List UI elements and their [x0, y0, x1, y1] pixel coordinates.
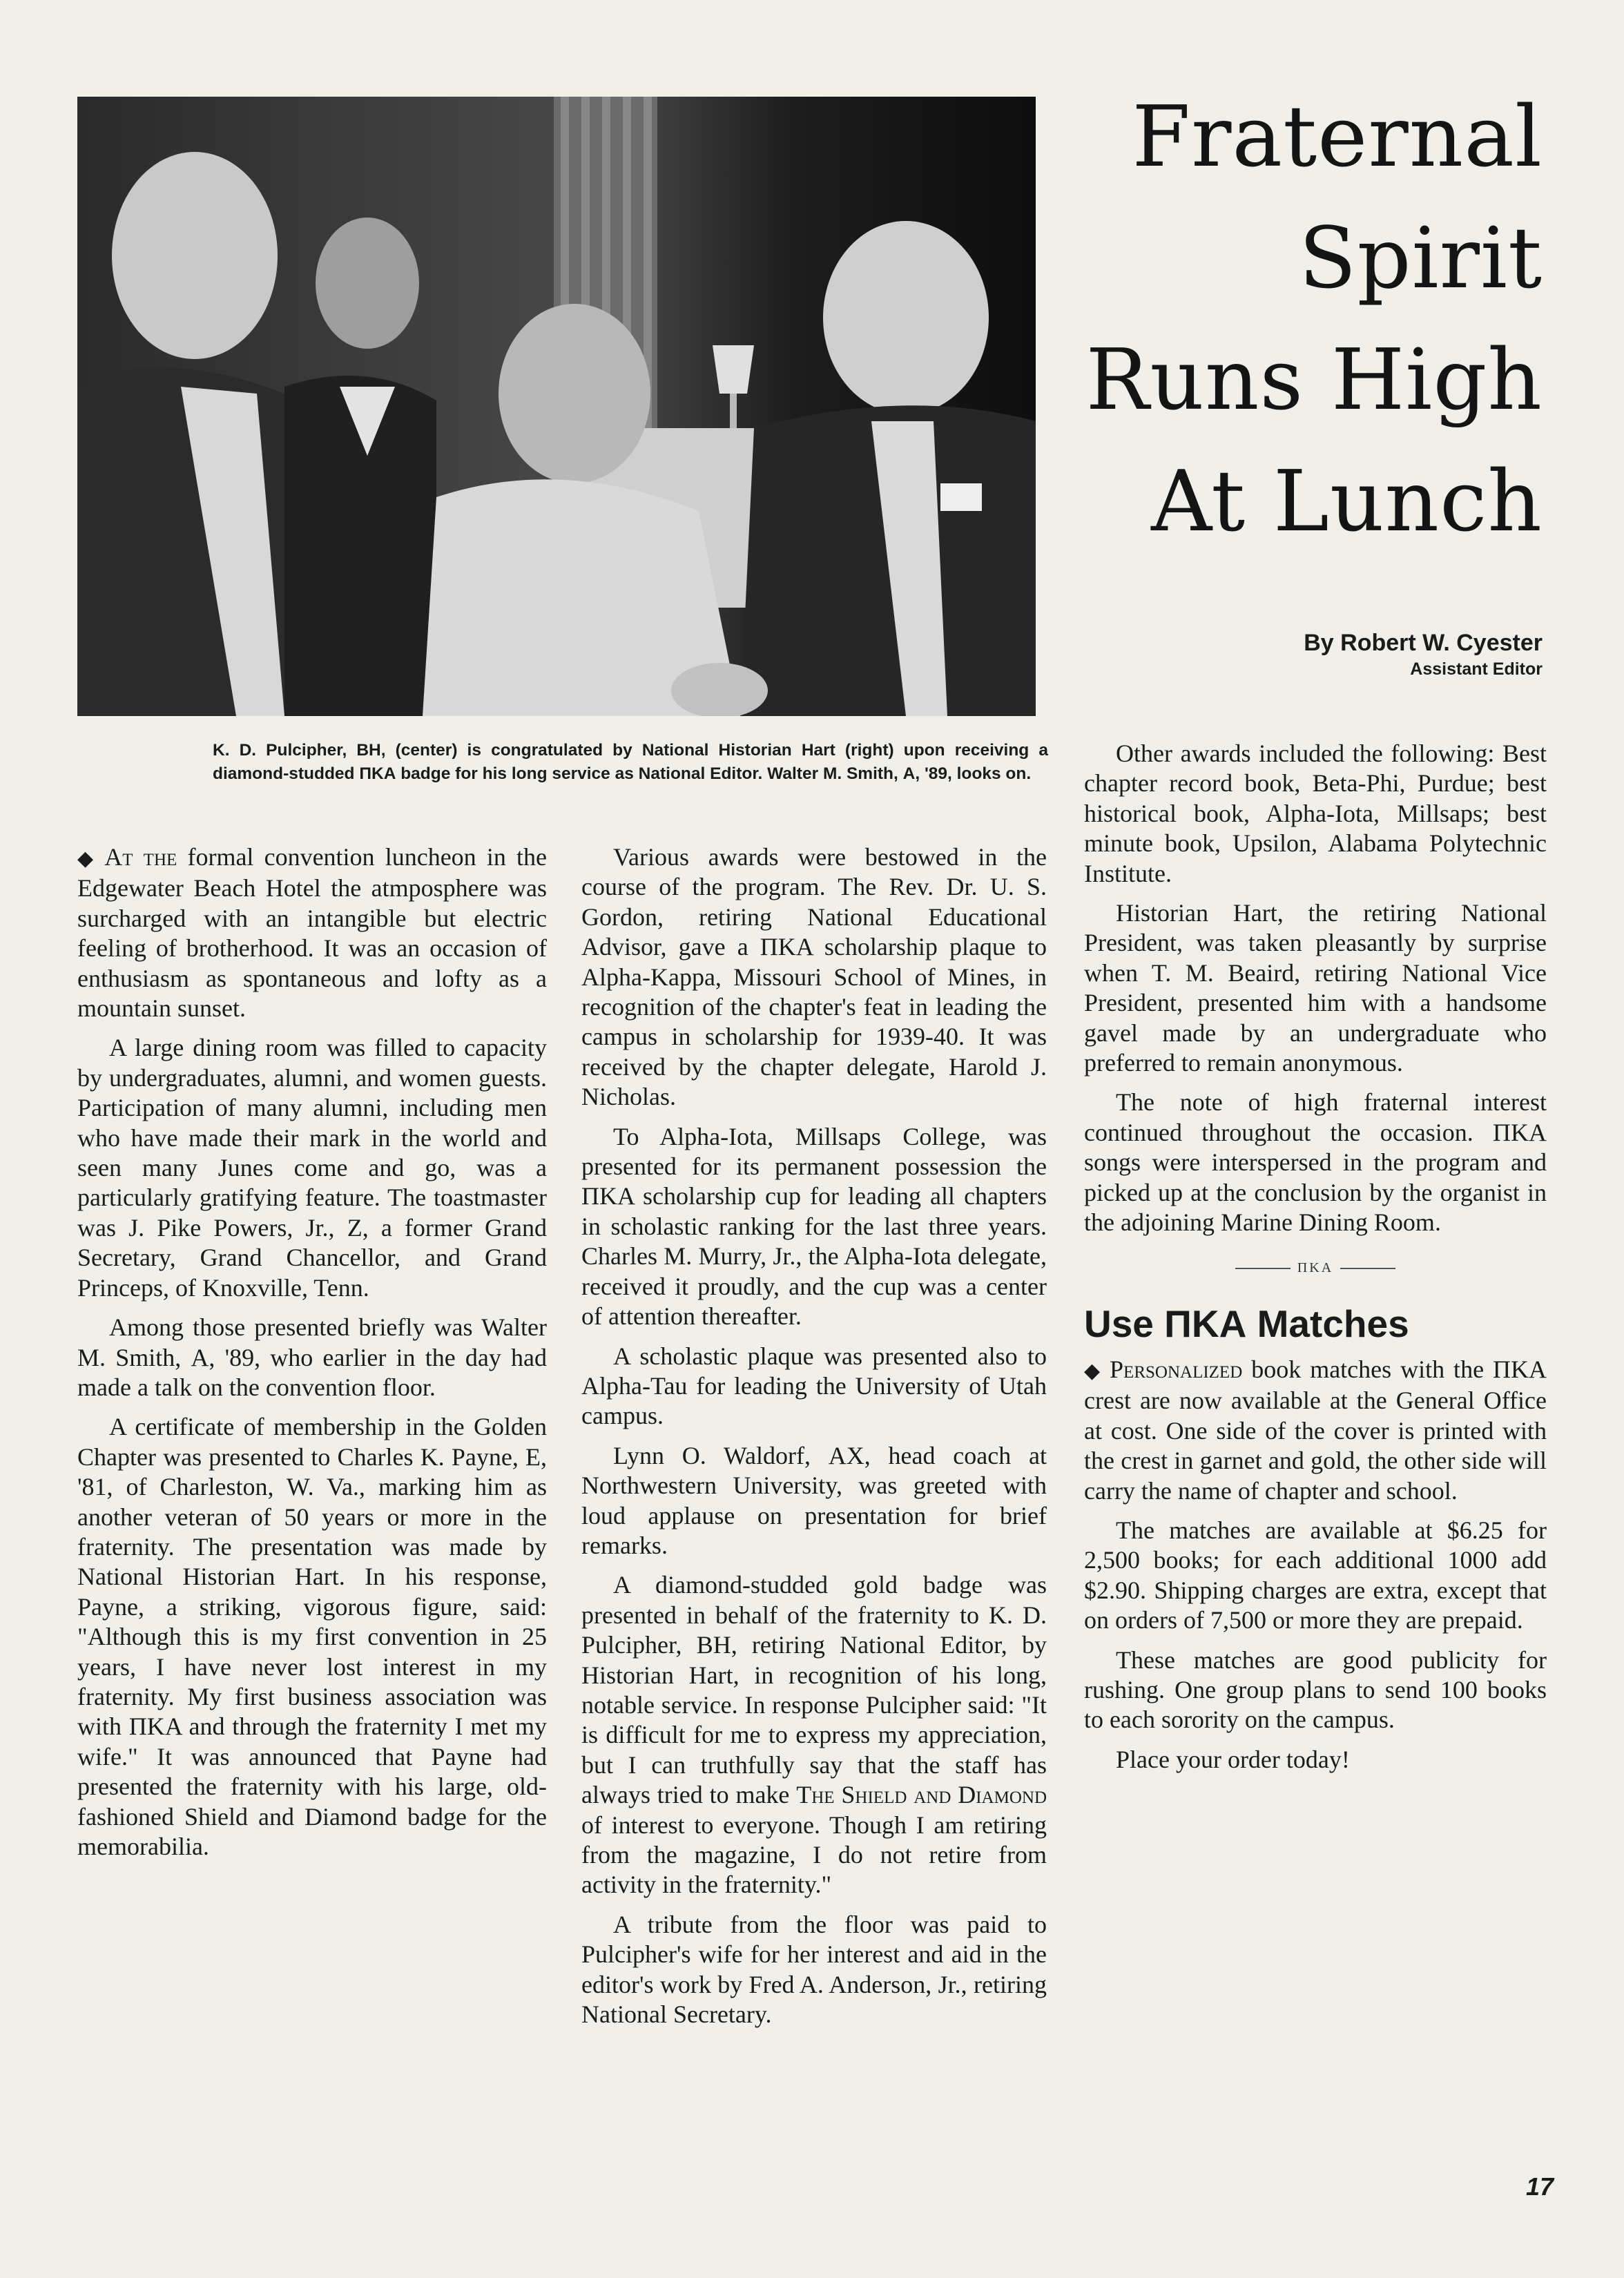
- photo-icon: [77, 97, 1036, 716]
- lead-in: Personalized: [1110, 1355, 1243, 1383]
- diamond-bullet-icon: ◆: [1084, 1359, 1103, 1382]
- section-divider: [1084, 1253, 1547, 1283]
- article-paragraph: [581, 1570, 1047, 1900]
- byline: [1084, 630, 1543, 679]
- article-headline: [1059, 76, 1543, 562]
- headline-line-4: At Lunch: [1151, 452, 1543, 550]
- diamond-bullet-icon: ◆: [77, 847, 98, 870]
- paragraph-text: formal convention luncheon in the Edgewater Beach Hotel the atmposphere was surcharged with an intangible but electric feeling of brotherhood. It was an occasion of enthusiasm as spontaneous and lofty as a mountain sunset.: [77, 843, 547, 1023]
- article-paragraph: The note of high fraternal interest continued throughout the occasion. ΠΚΑ songs were interspersed in the program and picked up at the conclusion by the organist in the adjoining Marine Dining Room.: [1084, 1088, 1547, 1237]
- article-paragraph: Various awards were bestowed in the course of the program. The Rev. Dr. U. S. Gordon, retiring National Educational Advisor, gave a ΠΚΑ scholarship plaque to Alpha-Kappa, Missouri School of Mines, in recognition of the chapter's feat in leading the campus in scholarship for 1939-40. It was received by the chapter delegate, Harold J. Nicholas.: [581, 843, 1047, 1111]
- photo-caption: K. D. Pulcipher, ΒΗ, (center) is congratulated by National Historian Hart (right) upon receiving a diamond-studded ΠΚΑ badge for his long service as National Editor. Walter M. Smith, Α, '89, looks on.: [213, 741, 1048, 783]
- article-paragraph: To Alpha-Iota, Millsaps College, was presented for its permanent possession the ΠΚΑ scholarship cup for leading all chapters in scholastic ranking for the last three years. Charles M. Murry, Jr., the Alpha-Iota delegate, received it proudly, and the cup was a center of attention thereafter.: [581, 1122, 1047, 1331]
- article-paragraph: A scholastic plaque was presented also to Alpha-Tau for leading the University of Utah campus.: [581, 1342, 1047, 1430]
- sidebar-title: Use ΠΚΑ Matches: [1084, 1302, 1409, 1345]
- article-photo: [77, 97, 1036, 716]
- magazine-title: The Shield and Diamond: [796, 1781, 1047, 1809]
- article-paragraph: A large dining room was filled to capacity by undergraduates, alumni, and women guests. Participation of many alumni, including men who have made their mark in the world and seen many Junes come and go, was a particularly gratifying feature. The toastmaster was J. Pike Powers, Jr., Ζ, a former Grand Secretary, Grand Chancellor, and Grand Princeps, of Knoxville, Tenn.: [77, 1034, 547, 1302]
- divider-text: ΠΚΑ: [1297, 1259, 1334, 1275]
- article-paragraph: Among those presented briefly was Walter M. Smith, Α, '89, who earlier in the day had made a talk on the convention floor.: [77, 1313, 547, 1401]
- article-paragraph: A tribute from the floor was paid to Pulcipher's wife for her interest and aid in the editor's work by Fred A. Anderson, Jr., retiring National Secretary.: [581, 1910, 1047, 2029]
- article-paragraph: Lynn O. Waldorf, ΑΧ, head coach at Northwestern University, was greeted with loud applause on presentation for brief remarks.: [581, 1441, 1047, 1559]
- sidebar-paragraph: These matches are good publicity for rushing. One group plans to send 100 books to each sorority on the campus.: [1084, 1645, 1547, 1734]
- sidebar-paragraph: [1084, 1355, 1547, 1506]
- page-number: 17: [1525, 2172, 1554, 2201]
- paragraph-text: A diamond-studded gold badge was presented in behalf of the fraternity to K. D. Pulcipher, ΒΗ, retiring National Editor, by Historian Hart, in recognition of his long, notable service. In response Pulcipher said: "It is difficult for me to express my appreciation, but I can truthfully say that the staff has always tried to make: [581, 1571, 1047, 1809]
- article-paragraph: [77, 842, 547, 1023]
- headline-line-2: Spirit: [1298, 209, 1543, 307]
- byline-author: By Robert W. Cyester: [1304, 630, 1543, 656]
- paragraph-text: of interest to everyone. Though I am retiring from the magazine, I do not retire from activity in the fraternity.": [581, 1811, 1047, 1899]
- article-paragraph: Historian Hart, the retiring National President, was taken pleasantly by surprise when T. M. Beaird, retiring National Vice President, presented him with a handsome gavel made by an undergraduate who preferred to remain anonymous.: [1084, 899, 1547, 1077]
- divider-rule: [1340, 1268, 1395, 1269]
- sidebar-paragraph: The matches are available at $6.25 for 2,500 books; for each additional 1000 add $2.90. Shipping charges are extra, except that on orders of 7,500 or more they are prepaid.: [1084, 1516, 1547, 1634]
- divider-rule: [1235, 1268, 1290, 1269]
- headline-line-1: Fraternal: [1132, 88, 1543, 186]
- article-column-3: [1084, 739, 1547, 1784]
- byline-role: Assistant Editor: [1410, 659, 1543, 679]
- article-paragraph: Other awards included the following: Best chapter record book, Beta-Phi, Purdue; best historical book, Alpha-Iota, Millsaps; best minute book, Upsilon, Alabama Polytechnic Institute.: [1084, 740, 1547, 887]
- article-paragraph: A certificate of membership in the Golden Chapter was presented to Charles K. Payne, Ε, '81, of Charleston, W. Va., marking him as another veteran of 50 years or more in the fraternity. The presentation was made by National Historian Hart. In his response, Payne, a striking, vigorous figure, said: "Although this is my first convention in 25 years, I have never lost interest in my fraternity. My first business association was with ΠΚΑ and through the fraternity I met my wife." It was announced that Payne had presented the fraternity with his large, old-fashioned Shield and Diamond badge for the memorabilia.: [77, 1413, 547, 1860]
- headline-line-3: Runs High: [1085, 331, 1543, 429]
- article-column-1: [77, 842, 547, 1871]
- article-column-2: [581, 842, 1047, 2039]
- paragraph-text: book matches with the ΠΚΑ crest are now available at the General Office at cost. One side of the cover is printed with the crest in garnet and gold, the other side will carry the name of chapter and school.: [1084, 1355, 1547, 1505]
- sidebar-paragraph: Place your order today!: [1116, 1745, 1350, 1773]
- lead-in: At the: [104, 843, 177, 871]
